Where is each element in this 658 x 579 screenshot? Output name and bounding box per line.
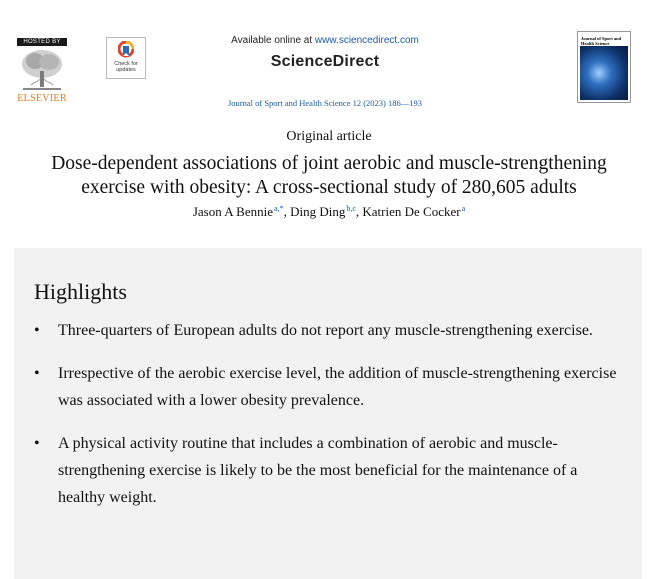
journal-masthead — [0, 0, 658, 112]
highlight-item — [34, 360, 624, 414]
check-for-updates-badge[interactable] — [106, 37, 146, 79]
bullet-icon: • — [34, 435, 40, 452]
author-name[interactable]: Jason A Bennie — [192, 204, 274, 219]
author-separator: , — [283, 204, 291, 219]
hosted-by-label: HOSTED BY — [17, 38, 67, 46]
highlights-box — [14, 248, 642, 579]
sciencedirect-url-link[interactable]: www.sciencedirect.com — [314, 35, 419, 46]
check-updates-icon — [118, 41, 134, 59]
highlight-text: A physical activity routine that includes a combination of aerobic and muscle-strengthening exercise is likely to be the most beneficial for the maintenance of a healthy weight. — [58, 435, 578, 506]
cover-journal-title: Journal of Sport and Health Science — [581, 36, 622, 46]
bullet-icon: • — [34, 365, 40, 382]
journal-citation-link[interactable]: Journal of Sport and Health Science 12 (2023) 186—193 — [227, 98, 423, 108]
highlight-item — [34, 430, 624, 511]
article-type: Original article — [286, 129, 372, 144]
bullet-icon: • — [34, 322, 40, 339]
author-name[interactable]: Ding Ding — [290, 204, 346, 219]
check-updates-label: Check for updates — [114, 61, 138, 73]
elsevier-tree-logo-icon[interactable] — [17, 47, 67, 93]
highlights-list — [34, 317, 624, 527]
author-affiliation-marker[interactable]: b,c — [346, 204, 356, 213]
availability-prefix: Available online at — [231, 35, 315, 46]
highlight-text: Irrespective of the aerobic exercise level, the addition of muscle-strengthening exercise was associated with a lower obesity prevalence. — [58, 365, 617, 409]
article-title: Dose-dependent associations of joint aerobic and muscle-strengthening exercise with obesity: A cross-sectional study of 280,605 adults — [51, 153, 607, 198]
author-affiliation-marker[interactable]: a,* — [274, 204, 284, 213]
highlights-heading: Highlights — [34, 279, 127, 304]
cover-image — [580, 46, 628, 100]
elsevier-wordmark[interactable]: ELSEVIER — [17, 93, 67, 104]
author-name[interactable]: Katrien De Cocker — [362, 204, 461, 219]
highlight-item — [34, 317, 624, 344]
author-separator: , — [355, 204, 363, 219]
journal-cover-thumbnail[interactable] — [577, 31, 631, 103]
highlight-text: Three-quarters of European adults do not report any muscle-strengthening exercise. — [58, 322, 593, 339]
author-list — [0, 204, 658, 220]
availability-line — [190, 35, 460, 46]
sciencedirect-wordmark[interactable]: ScienceDirect — [270, 53, 380, 70]
author-affiliation-marker[interactable]: a — [461, 204, 466, 213]
